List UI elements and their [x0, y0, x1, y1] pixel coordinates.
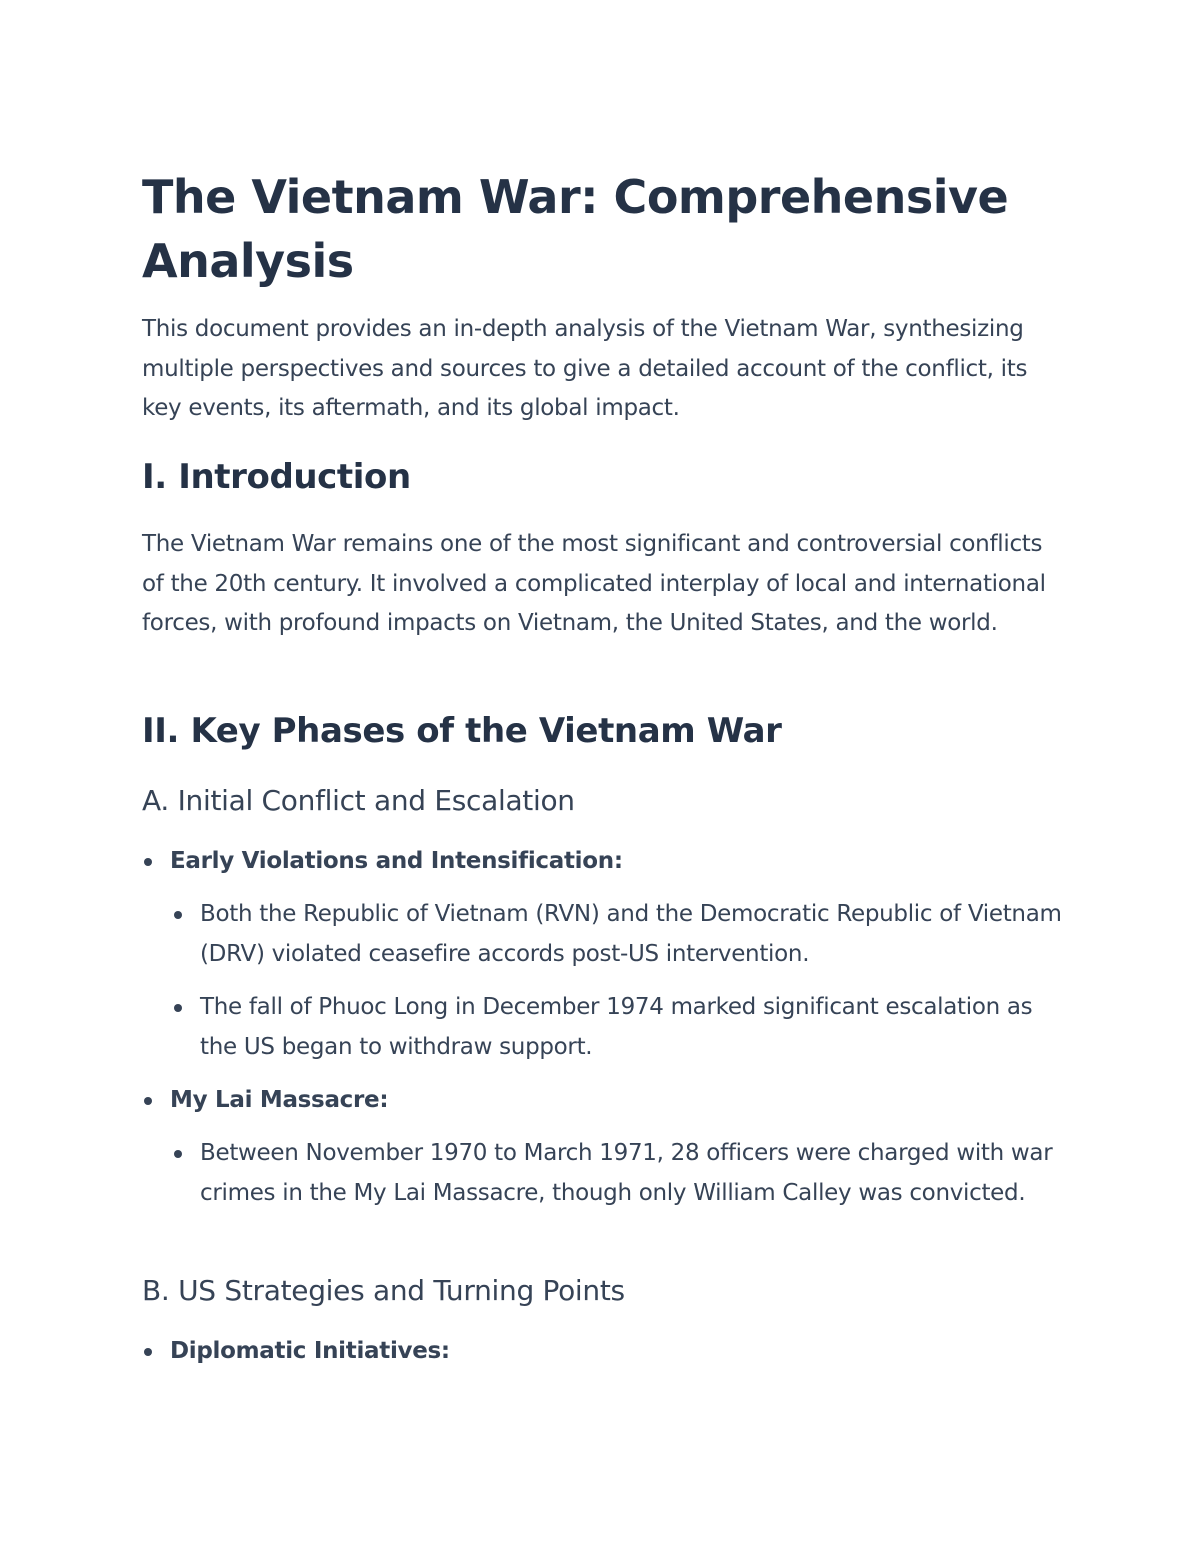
list-item-text: The fall of Phuoc Long in December 1974 marked significant escalation as the US began to withdraw support. [200, 994, 1033, 1060]
list-item [200, 988, 1070, 1067]
subsection-heading-us-strategies: B. US Strategies and Turning Points [142, 1274, 625, 1307]
bullet-icon [144, 858, 152, 866]
bullet-icon [144, 1348, 152, 1356]
list-item-label: Early Violations and Intensification: [170, 848, 623, 874]
bullet-icon [174, 911, 182, 919]
list-item-label: Diplomatic Initiatives: [170, 1338, 450, 1364]
list-item [200, 1134, 1070, 1213]
bullet-icon [144, 1097, 152, 1105]
list-item-text: Between November 1970 to March 1971, 28 officers were charged with war crimes in the My Lai Massacre, though only William Calley was convicted. [200, 1140, 1053, 1206]
intro-paragraph: This document provides an in-depth analysis of the Vietnam War, synthesizing multiple perspectives and sources to give a detailed account of the conflict, its key events, its aftermath, and its global impact. [142, 316, 1028, 421]
subsection-heading-initial-conflict: A. Initial Conflict and Escalation [142, 784, 575, 817]
document-title: The Vietnam War: Comprehensive Analysis [142, 170, 1009, 288]
bullet-icon [174, 1150, 182, 1158]
introduction-paragraph: The Vietnam War remains one of the most significant and controversial conflicts of the 20th century. It involved a complicated interplay of local and international forces, with profound impacts on Vietnam, the United States, and the world. [142, 531, 1046, 636]
list-item [170, 1332, 1060, 1372]
section-heading-key-phases: II. Key Phases of the Vietnam War [142, 711, 782, 751]
list-item-label: My Lai Massacre: [170, 1087, 389, 1113]
list-item [170, 842, 1060, 882]
bullet-icon [174, 1004, 182, 1012]
section-heading-introduction: I. Introduction [142, 457, 411, 497]
list-item [200, 895, 1070, 974]
list-item-text: Both the Republic of Vietnam (RVN) and the Democratic Republic of Vietnam (DRV) violated ceasefire accords post-US intervention. [200, 901, 1062, 967]
list-item [170, 1081, 1060, 1121]
